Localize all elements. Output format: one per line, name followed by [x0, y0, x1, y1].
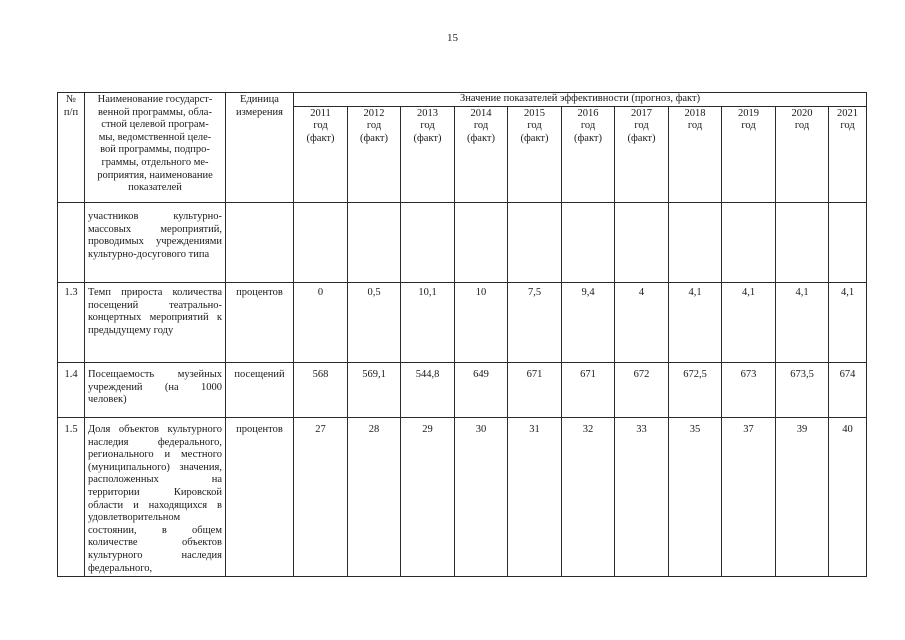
- row-unit-cell: процентов: [226, 283, 294, 363]
- header-num-cell: [58, 93, 85, 203]
- row-value-cell: 4,1: [829, 283, 867, 363]
- row-value-cell: 33: [615, 418, 669, 577]
- header-unit-line: Единица: [240, 94, 279, 105]
- row-unit-cell: посещений: [226, 363, 294, 418]
- table-row: [58, 283, 867, 363]
- row-num-cell: [58, 203, 85, 283]
- row-value-cell: 35: [669, 418, 722, 577]
- row-value-cell: 4,1: [776, 283, 829, 363]
- row-value-cell: 671: [562, 363, 615, 418]
- row-num-cell: 1.4: [58, 363, 85, 418]
- row-value-cell: 30: [455, 418, 508, 577]
- header-name-cell: [85, 93, 226, 203]
- row-value-cell: 673,5: [776, 363, 829, 418]
- row-value-cell: 27: [294, 418, 348, 577]
- row-value-cell: [401, 203, 455, 283]
- row-name-cell: Доля объектов культурного наследия федерального, регионального и местного (муниципального) значения, расположенных на территории Кировской области и находящихся в удовлетворительном состоянии, в общем количестве объектов культурного наследия федерального,: [85, 418, 226, 577]
- row-value-cell: 671: [508, 363, 562, 418]
- year-header-2015: 2015 год (факт): [508, 107, 562, 203]
- row-value-cell: 31: [508, 418, 562, 577]
- row-value-cell: 674: [829, 363, 867, 418]
- header-name-line: роприятия, наименование: [97, 169, 213, 181]
- row-value-cell: 673: [722, 363, 776, 418]
- row-num-cell: 1.5: [58, 418, 85, 577]
- row-value-cell: 32: [562, 418, 615, 577]
- row-value-cell: 29: [401, 418, 455, 577]
- row-value-cell: 40: [829, 418, 867, 577]
- row-value-cell: 672,5: [669, 363, 722, 418]
- header-num-line: п/п: [63, 106, 79, 118]
- year-header-2018: 2018 год: [669, 107, 722, 203]
- row-value-cell: 10: [455, 283, 508, 363]
- row-value-cell: [562, 203, 615, 283]
- header-unit-line: измерения: [236, 106, 283, 118]
- header-name-line: вой программы, подпро-: [100, 144, 210, 156]
- row-value-cell: 569,1: [348, 363, 401, 418]
- row-name-cell: Темп прироста количества посещений театрально-концертных мероприятий к предыдущему году: [85, 283, 226, 363]
- year-header-2021: 2021 год: [829, 107, 867, 203]
- row-value-cell: 4,1: [722, 283, 776, 363]
- row-value-cell: 0,5: [348, 283, 401, 363]
- row-value-cell: 10,1: [401, 283, 455, 363]
- header-values-title: Значение показателей эффективности (прогноз, факт): [294, 93, 867, 107]
- year-header-2016: 2016 год (факт): [562, 107, 615, 203]
- row-value-cell: 7,5: [508, 283, 562, 363]
- year-header-2020: 2020 год: [776, 107, 829, 203]
- year-header-2011: 2011 год (факт): [294, 107, 348, 203]
- year-header-2019: 2019 год: [722, 107, 776, 203]
- row-value-cell: [829, 203, 867, 283]
- year-header-2014: 2014 год (факт): [455, 107, 508, 203]
- table-row: [58, 418, 867, 577]
- row-value-cell: 0: [294, 283, 348, 363]
- row-value-cell: [294, 203, 348, 283]
- table-row: [58, 203, 867, 283]
- row-value-cell: 672: [615, 363, 669, 418]
- row-unit-cell: процентов: [226, 418, 294, 577]
- indicators-table: [57, 92, 867, 577]
- header-name-line: стной целевой програм-: [101, 119, 209, 131]
- header-name-line: мы, ведомственной целе-: [98, 131, 212, 143]
- row-value-cell: 649: [455, 363, 508, 418]
- row-value-cell: 4,1: [669, 283, 722, 363]
- year-header-2013: 2013 год (факт): [401, 107, 455, 203]
- row-name-cell: Посещаемость музейных учреждений (на 1000 человек): [85, 363, 226, 418]
- year-header-2012: 2012 год (факт): [348, 107, 401, 203]
- row-value-cell: [348, 203, 401, 283]
- row-value-cell: 28: [348, 418, 401, 577]
- row-num-cell: 1.3: [58, 283, 85, 363]
- year-header-2017: 2017 год (факт): [615, 107, 669, 203]
- row-value-cell: 568: [294, 363, 348, 418]
- row-value-cell: [722, 203, 776, 283]
- row-value-cell: [508, 203, 562, 283]
- page-number: 15: [447, 32, 458, 44]
- row-name-cell: участников культурно-массовых мероприятий, проводимых учреждениями культурно-досугового типа: [85, 203, 226, 283]
- row-value-cell: 9,4: [562, 283, 615, 363]
- row-value-cell: [455, 203, 508, 283]
- row-unit-cell: [226, 203, 294, 283]
- row-value-cell: [776, 203, 829, 283]
- header-name-line: граммы, отдельного ме-: [101, 156, 209, 168]
- header-name-line: венной программы, обла-: [98, 106, 212, 118]
- row-value-cell: [669, 203, 722, 283]
- row-value-cell: 39: [776, 418, 829, 577]
- header-unit-cell: [226, 93, 294, 203]
- header-num-line: №: [65, 94, 77, 105]
- header-name-line: Наименование государст-: [97, 94, 213, 105]
- row-value-cell: [615, 203, 669, 283]
- row-value-cell: 37: [722, 418, 776, 577]
- header-name-line: показателей: [128, 182, 182, 194]
- table-row: [58, 363, 867, 418]
- row-value-cell: 4: [615, 283, 669, 363]
- row-value-cell: 544,8: [401, 363, 455, 418]
